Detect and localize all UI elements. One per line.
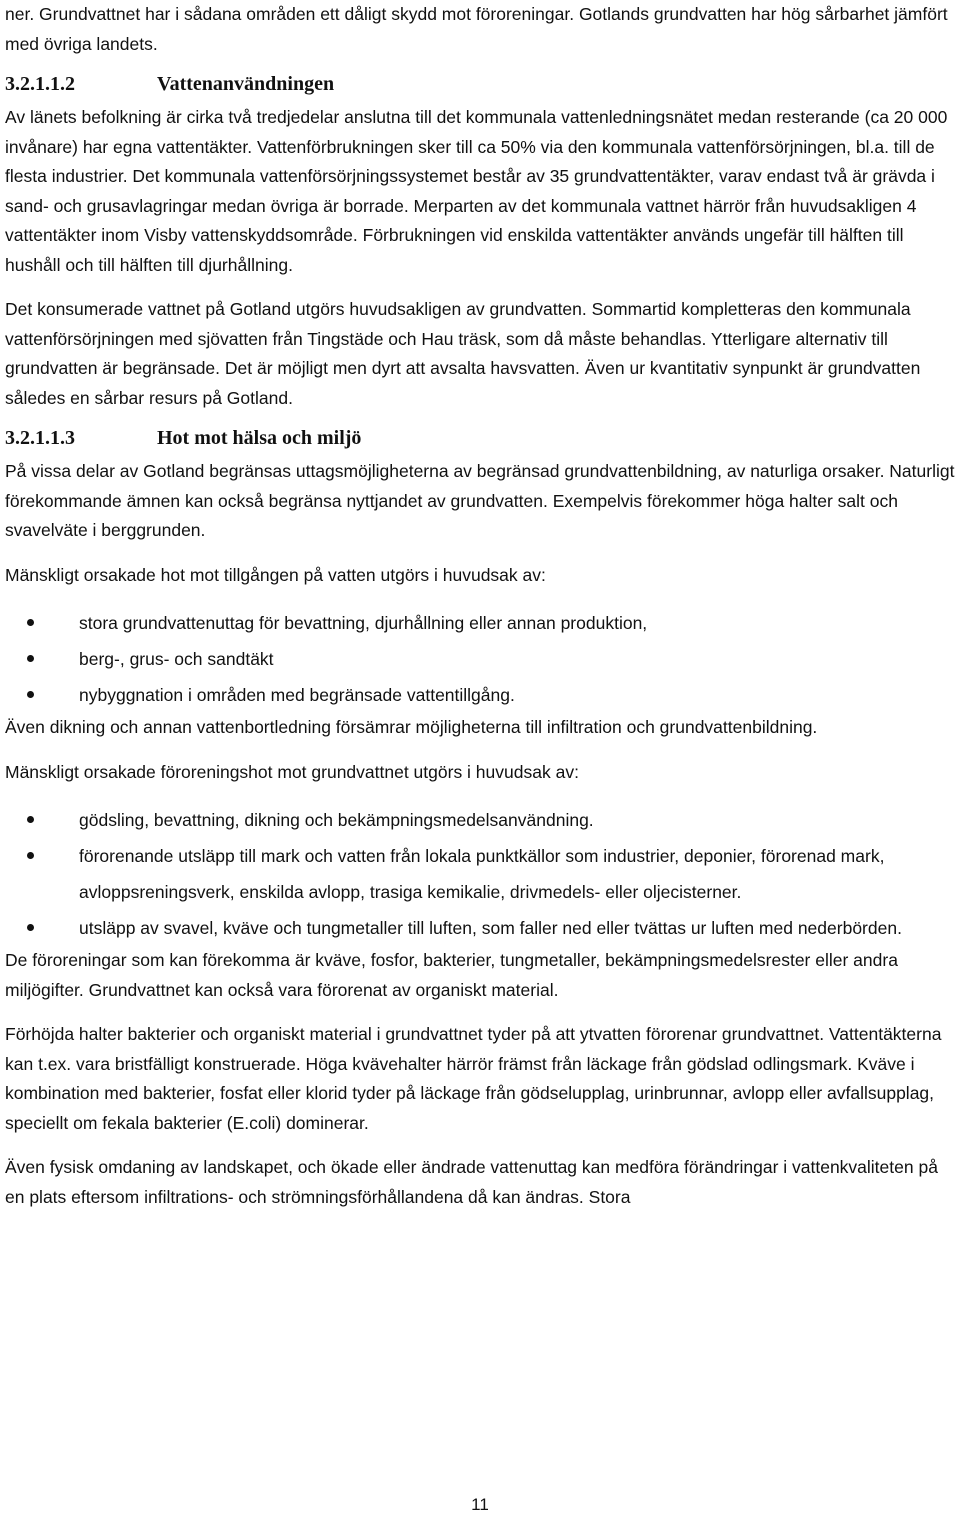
section-title: Hot mot hälsa och miljö [157,427,362,449]
list-item: berg-, grus- och sandtäkt [5,641,957,677]
intro-paragraph: ner. Grundvattnet har i sådana områden ett dåligt skydd mot föroreningar. Gotlands grundvatten har hög sårbarhet jämfört med övriga landets. [5,4,948,54]
list-item: nybyggnation i områden med begränsade vattentillgång. [5,677,957,713]
bullet-icon [27,924,34,931]
paragraph-water-consumption: Det konsumerade vattnet på Gotland utgörs huvudsakligen av grundvatten. Sommartid kompletteras den kommunala vattenförsörjningen med sjövatten från Tingstäde och Hau träsk, som då måste behandlas. Ytterligare alternativ till grundvatten är begränsade. Det är möjligt men dyrt att avsalta havsvatten. Även ur kvantitativ synpunkt är grundvatten således en sårbar resurs på Gotland. [5,299,921,408]
list-item: gödsling, bevattning, dikning och bekämpningsmedelsanvändning. [5,802,957,838]
bullet-list-pollution-threats [5,802,957,946]
bullet-icon [27,655,34,662]
section-number: 3.2.1.1.2 [5,73,75,95]
bullet-icon [27,816,34,823]
page-number: 11 [471,1495,489,1514]
list-intro-pollution-threats: Mänskligt orsakade föroreningshot mot grundvattnet utgörs i huvudsak av: [5,761,579,782]
document-page [5,0,957,1212]
paragraph-natural-limits: På vissa delar av Gotland begränsas uttagsmöjligheterna av begränsad grundvattenbildning, av naturliga orsaker. Naturligt förekommande ämnen kan också begränsa nyttjandet av grundvatten. Exempelvis förekommer höga halter salt och svavelväte i berggrunden. [5,461,955,540]
paragraph-bacteria: Förhöjda halter bakterier och organiskt material i grundvattnet tyder på att ytvatten förorenar grundvattnet. Vattentäkterna kan t.ex. vara bristfälligt konstruerade. Höga kvävehalter härrör främst från läckage från gödslad odlingsmark. Kväve i kombination med bakterier, fosfat eller klorid tyder på läckage från gödselupplag, urinbrunnar, avlopp eller avfallsupplag, speciellt om fekala bakterier (E.coli) dominerar. [5,1024,942,1133]
list-intro-quantity-threats: Mänskligt orsakade hot mot tillgången på vatten utgörs i huvudsak av: [5,564,546,585]
bullet-icon [27,852,34,859]
section-title: Vattenanvändningen [157,73,335,95]
list-item: utsläpp av svavel, kväve och tungmetaller till luften, som faller ned eller tvättas ur luften med nederbörden. [5,910,957,946]
paragraph-pollutants: De föroreningar som kan förekomma är kväve, fosfor, bakterier, tungmetaller, bekämpningsmedelsrester eller andra miljögifter. Grundvattnet kan också vara förorenat av organiskt material. [5,950,898,1000]
list-item: förorenande utsläpp till mark och vatten från lokala punktkällor som industrier, deponier, förorenad mark, avloppsreningsverk, enskilda avlopp, trasiga kemikalie, drivmedels- eller oljecisterner. [5,838,957,910]
paragraph-water-use: Av länets befolkning är cirka två tredjedelar anslutna till det kommunala vattenledningsnätet medan resterande (ca 20 000 invånare) har egna vattentäkter. Vattenförbrukningen sker till ca 50% via den kommunala vattenförsörjningen, bl.a. till de flesta industrier. Det kommunala vattenförsörjningssystemet består av 35 grundvattentäkter, varav endast två är grävda i sand- och grusavlagringar medan övriga är borrade. Merparten av det kommunala vattnet härrör från huvudsakligen 4 vattentäkter inom Visby vattenskyddsområde. Förbrukningen vid enskilda vattentäkter används ungefär till hälften till hushåll och till hälften till djurhållning. [5,107,948,275]
bullet-icon [27,619,34,626]
section-heading-vattenanvandningen [5,69,957,99]
list-item: stora grundvattenuttag för bevattning, djurhållning eller annan produktion, [5,605,957,641]
paragraph-drainage: Även dikning och annan vattenbortledning försämrar möjligheterna till infiltration och grundvattenbildning. [5,717,818,737]
bullet-list-quantity-threats [5,605,957,713]
section-number: 3.2.1.1.3 [5,427,75,449]
section-heading-hot-mot-halsa [5,423,957,453]
bullet-icon [27,691,34,698]
paragraph-landscape: Även fysisk omdaning av landskapet, och ökade eller ändrade vattenuttag kan medföra förändringar i vattenkvaliteten på en plats eftersom infiltrations- och strömningsförhållandena då kan ändras. Stora [5,1157,938,1207]
